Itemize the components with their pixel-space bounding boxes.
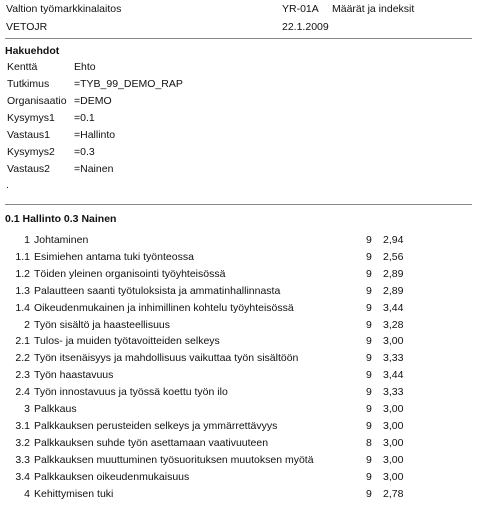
criteria-value: =TYB_99_DEMO_RAP [74,78,183,90]
criteria-header-row [0,59,477,76]
criteria-field: Vastaus2 [7,163,50,175]
result-label: Palkkaus [34,403,77,415]
result-count: 9 [366,335,372,348]
criteria-value: =0.3 [74,146,95,158]
result-mean: 3,00 [383,419,404,432]
result-code: 1 [24,234,30,246]
criteria-column-condition: Ehto [74,61,96,73]
user-id: VETOJR [6,21,48,33]
criteria-value: =Nainen [74,163,114,175]
results-title: 0.1 Hallinto 0.3 Nainen [5,213,117,225]
criteria-trailing-mark: . [6,179,9,191]
result-label: Johtaminen [34,234,89,246]
result-row [0,266,477,283]
result-count: 9 [366,234,372,246]
result-count: 9 [366,419,372,432]
result-mean: 3,44 [383,301,404,314]
result-row [0,469,477,486]
criteria-column-field: Kenttä [7,61,38,73]
result-label: Palkkauksen perusteiden selkeys ja ymmärrettävyys [34,419,278,432]
result-count: 9 [366,301,372,314]
result-mean: 2,78 [383,487,404,500]
result-code: 3.2 [15,436,30,449]
result-code: 1.3 [15,284,30,297]
result-label: Töiden yleinen organisointi työyhteisössä [34,267,226,280]
result-code: 1.4 [15,301,30,314]
result-count: 9 [366,352,372,365]
result-row [0,367,477,384]
result-code: 2 [24,318,30,331]
result-label: Työn itsenäisyys ja mahdollisuus vaikuttaa työn sisältöön [34,352,299,365]
result-code: 4 [24,487,30,500]
result-row [0,333,477,350]
criteria-row [0,127,477,144]
result-mean: 3,33 [383,386,404,399]
result-code: 3.1 [15,419,30,432]
result-code: 1.1 [15,250,30,263]
result-row [0,283,477,300]
result-label: Tulos- ja muiden työtavoitteiden selkeys [34,335,220,348]
result-row [0,384,477,401]
result-count: 9 [366,284,372,297]
result-row [0,300,477,317]
result-count: 8 [366,436,372,449]
criteria-field: Organisaatio [7,95,67,107]
result-code: 2.2 [15,352,30,365]
result-label: Oikeudenmukainen ja inhimillinen kohtelu työyhteisössä [34,301,294,314]
result-code: 3.3 [15,453,30,466]
result-row [0,401,477,418]
result-label: Palautteen saanti työtuloksista ja ammatinhallinnasta [34,284,281,297]
result-label: Työn innostavuus ja työssä koettu työn ilo [34,386,228,399]
result-label: Työn haastavuus [34,369,114,382]
criteria-field: Tutkimus [7,78,50,90]
result-mean: 3,00 [383,403,404,415]
result-row [0,317,477,334]
result-row [0,435,477,452]
result-mean: 3,44 [383,369,404,382]
criteria-divider [5,204,472,205]
result-count: 9 [366,369,372,382]
result-row [0,486,477,503]
result-label: Esimiehen antama tuki työnteossa [34,250,194,263]
result-count: 9 [366,453,372,466]
result-count: 9 [366,470,372,483]
result-count: 9 [366,386,372,399]
result-code: 1.2 [15,267,30,280]
result-code: 3 [24,403,30,415]
result-code: 2.1 [15,335,30,348]
result-row [0,249,477,266]
result-mean: 3,00 [383,335,404,348]
result-count: 9 [366,318,372,331]
result-label: Palkkauksen suhde työn asettamaan vaativuuteen [34,436,269,449]
result-mean: 3,33 [383,352,404,365]
result-row [0,232,477,249]
result-mean: 2,56 [383,250,404,263]
result-row [0,350,477,367]
result-label: Palkkauksen oikeudenmukaisuus [34,470,190,483]
result-mean: 3,00 [383,453,404,466]
criteria-field: Kysymys1 [7,112,55,124]
report-code: YR-01A [282,3,319,15]
result-label: Kehittymisen tuki [34,487,114,500]
result-mean: 3,28 [383,318,404,331]
result-mean: 2,94 [383,234,404,246]
result-count: 9 [366,250,372,263]
header-divider [5,38,472,39]
result-count: 9 [366,267,372,280]
result-count: 9 [366,487,372,500]
result-row [0,452,477,469]
criteria-row [0,93,477,110]
criteria-row [0,110,477,127]
result-label: Työn sisältö ja haasteellisuus [34,318,170,331]
criteria-row [0,144,477,161]
criteria-value: =Hallinto [74,129,116,141]
result-code: 2.3 [15,369,30,382]
criteria-value: =0.1 [74,112,95,124]
result-label: Palkkauksen muuttuminen työsuorituksen muutoksen myötä [34,453,314,466]
report-title: Määrät ja indeksit [332,3,415,15]
criteria-row [0,161,477,178]
criteria-field: Vastaus1 [7,129,50,141]
result-row [0,418,477,435]
criteria-value: =DEMO [74,95,112,107]
criteria-row [0,76,477,93]
criteria-field: Kysymys2 [7,146,55,158]
organization-name: Valtion työmarkkinalaitos [6,3,122,15]
result-code: 3.4 [15,470,30,483]
result-code: 2.4 [15,386,30,399]
result-mean: 2,89 [383,284,404,297]
report-date: 22.1.2009 [282,21,329,33]
result-mean: 3,00 [383,436,404,449]
criteria-title: Hakuehdot [5,45,60,57]
result-mean: 3,00 [383,470,404,483]
result-count: 9 [366,403,372,415]
result-mean: 2,89 [383,267,404,280]
